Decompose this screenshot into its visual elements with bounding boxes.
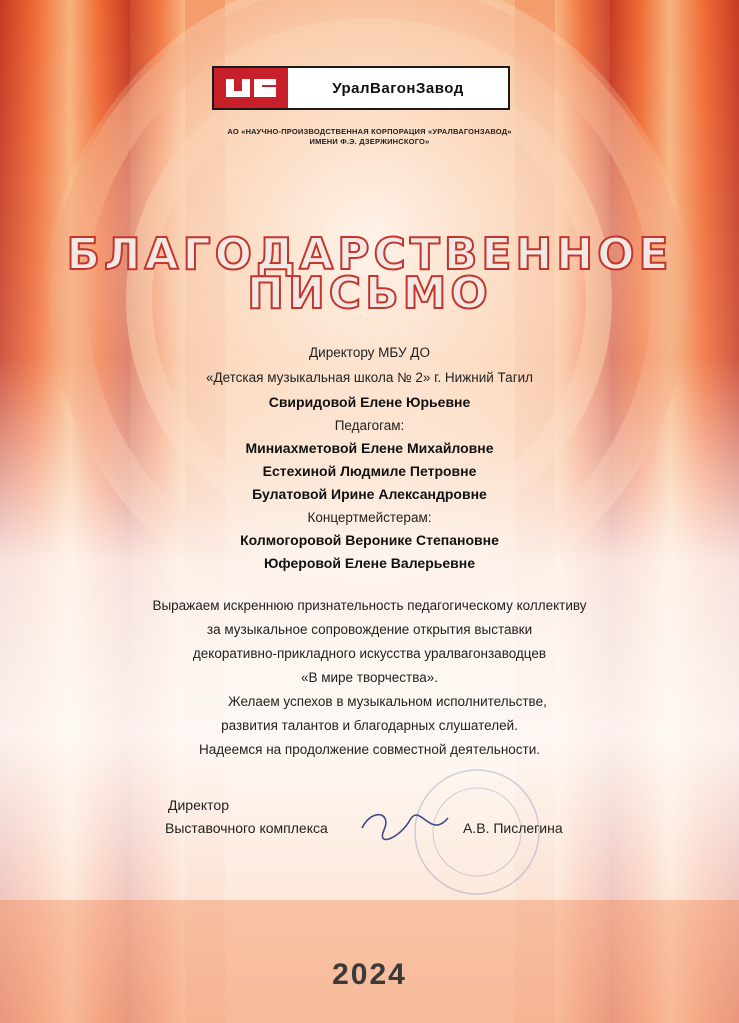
school-name: «Детская музыкальная школа № 2» г. Нижний Тагил — [205, 370, 534, 385]
teachers-label: Педагогам: — [334, 418, 405, 433]
accompanists-label: Концертмейстерам: — [307, 510, 432, 525]
year: 2024 — [332, 958, 407, 991]
signer-position-line-1: Директор — [168, 797, 229, 813]
teacher-name: Естехиной Людмиле Петровне — [262, 463, 477, 479]
title-line-1: БЛАГОДАРСТВЕННОЕ — [66, 229, 673, 280]
teacher-name: Миниахметовой Елене Михайловне — [245, 440, 494, 456]
message-line: Желаем успехов в музыкальном исполнительстве, — [228, 694, 547, 709]
message-line: за музыкальное сопровождение открытия выставки — [206, 622, 533, 637]
organization-line-1: АО «НАУЧНО-ПРОИЗВОДСТВЕННАЯ КОРПОРАЦИЯ «УРАЛВАГОНЗАВОД» — [227, 127, 512, 136]
accompanist-name: Колмогоровой Веронике Степановне — [240, 532, 499, 548]
uvz-logo-name: УралВагонЗавод — [332, 79, 464, 97]
message-line: Выражаем искреннюю признательность педагогическому коллективу — [152, 598, 587, 613]
message-line: развития талантов и благодарных слушателей. — [221, 718, 518, 733]
uvz-mark-icon — [222, 75, 280, 101]
title-line-2: ПИСЬМО — [247, 268, 492, 319]
signer-position-line-2: Выставочного комплекса — [165, 820, 328, 836]
teacher-name: Булатовой Ирине Александровне — [252, 486, 487, 502]
uvz-logo-mark — [214, 68, 288, 108]
message-line: декоративно-прикладного искусства уралвагонзаводцев — [192, 646, 547, 661]
director-name: Свиридовой Елене Юрьевне — [268, 394, 471, 410]
director-label: Директору МБУ ДО — [309, 345, 430, 360]
accompanist-name: Юферовой Елене Валерьевне — [263, 555, 475, 571]
message-line: «В мире творчества». — [300, 670, 439, 685]
organization-line-2: ИМЕНИ Ф.Э. ДЗЕРЖИНСКОГО» — [309, 137, 430, 146]
uvz-logo — [212, 66, 510, 110]
message-line: Надеемся на продолжение совместной деятельности. — [198, 742, 541, 757]
signer-name: А.В. Пислегина — [463, 820, 563, 836]
